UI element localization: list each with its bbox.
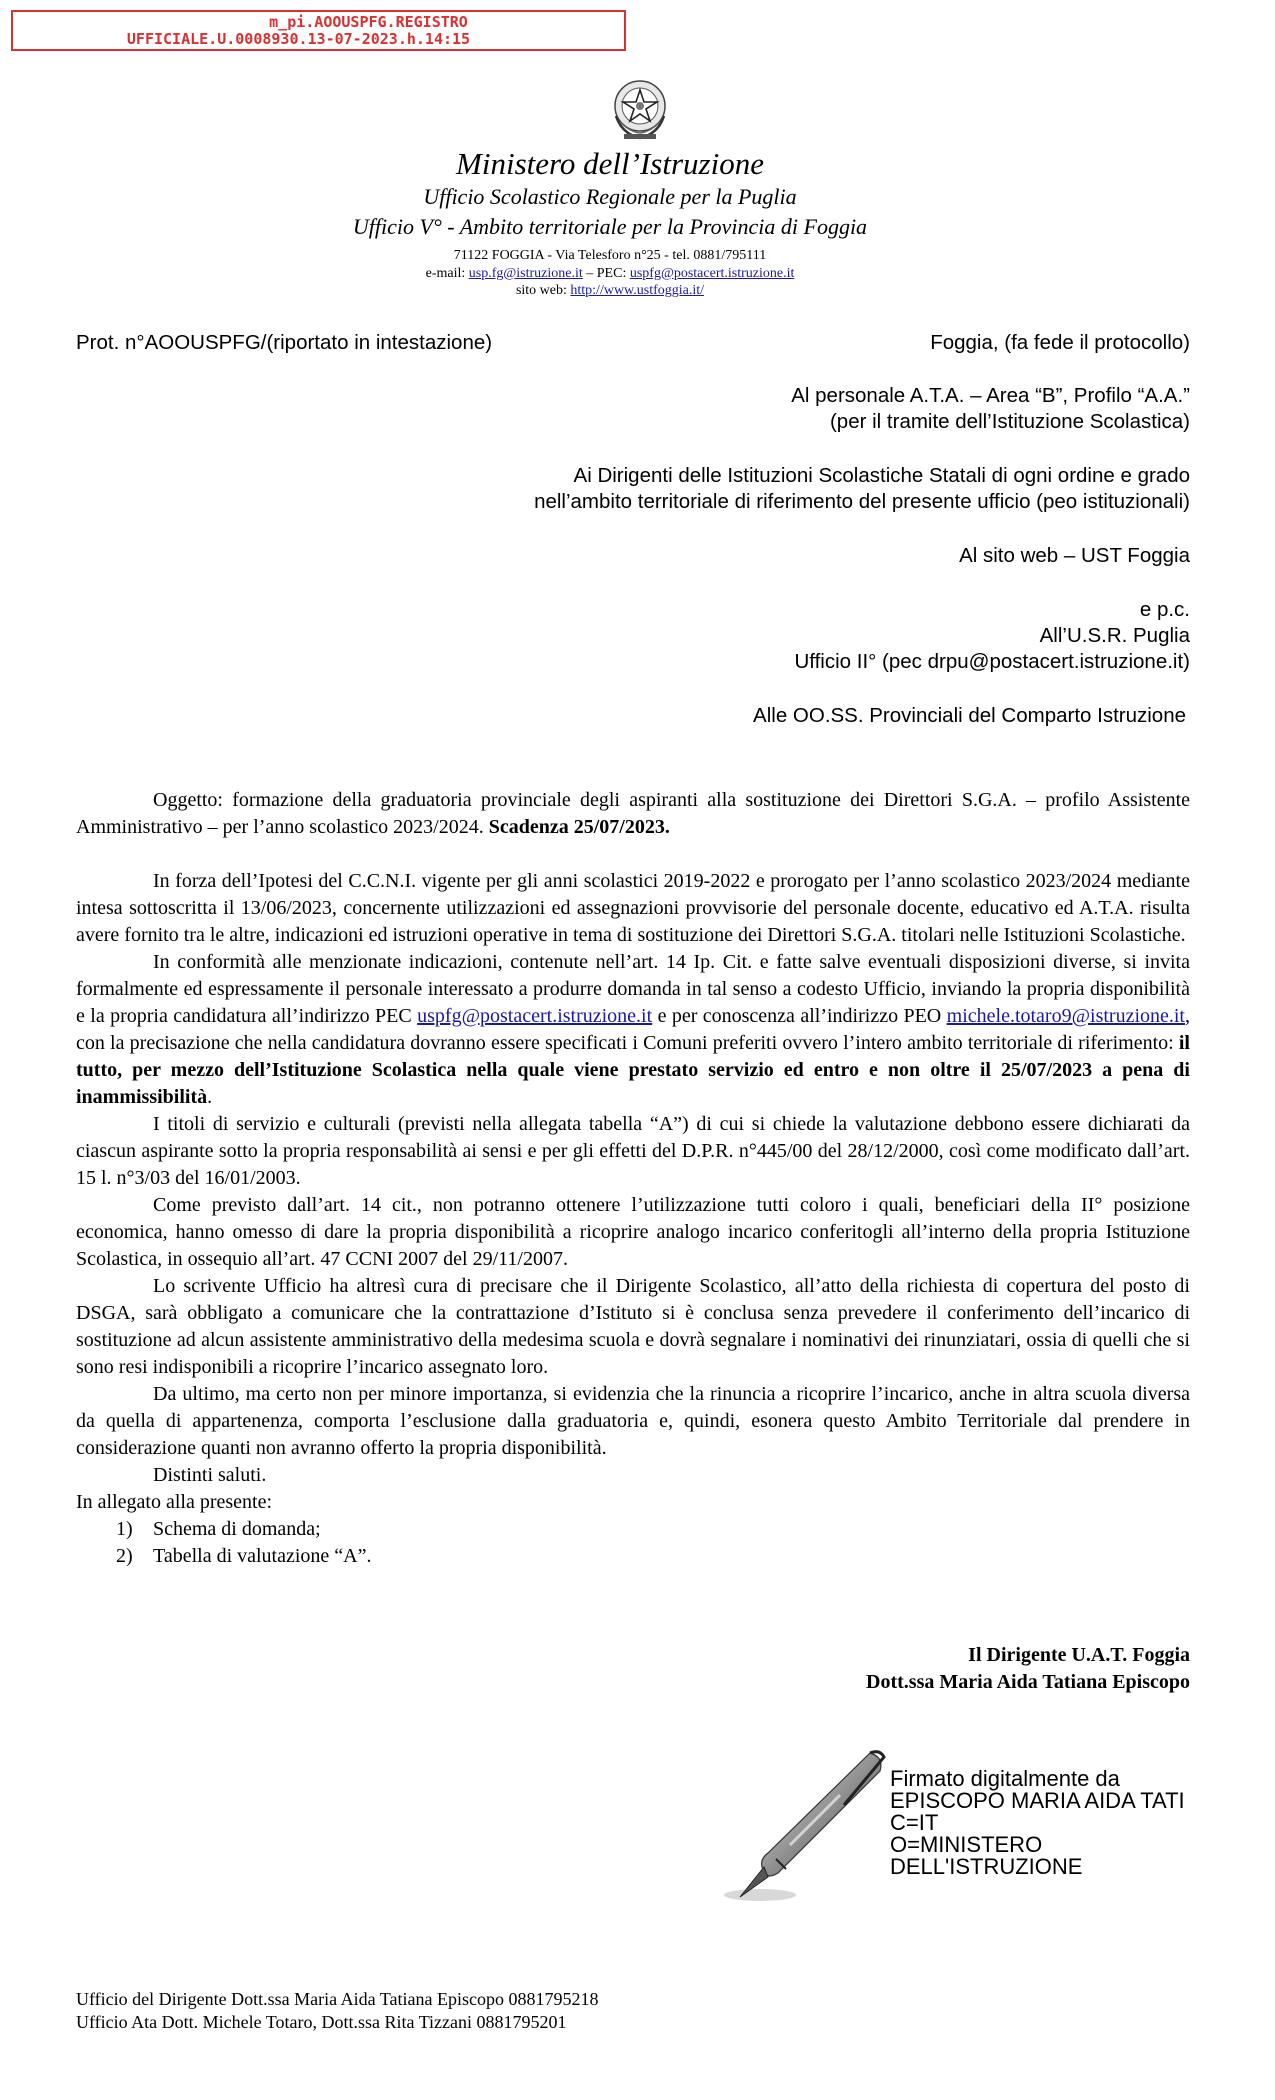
pec-link[interactable]: uspfg@postacert.istruzione.it	[629, 266, 795, 281]
closing-greeting: Distinti saluti.	[153, 1464, 267, 1486]
recipient-group: Alle OO.SS. Provinciali del Comparto Istruzione	[753, 704, 1186, 727]
email-link[interactable]: usp.fg@istruzione.it	[468, 266, 583, 281]
paragraph: In conformità alle menzionate indicazioni, contenute nell’art. 14 Ip. Cit. e fatte salve eventuali disposizioni diverse, si invita formalmente ed espressamente il personale interessato a produrre domanda in tal senso a codesto Ufficio, inviando la propria disponibilità e la propria candidatura all’indirizzo PEC uspfg@postacert.istruzione.it e per conoscenza all’indirizzo PEO michele.totaro9@istruzione.it, con la precisazione che nella candidatura dovranno essere specificati i Comuni preferiti ovvero l’intero ambito territoriale di riferimento: il tutto, per mezzo dell’Istituzione Scolastica nella quale viene prestato servizio ed entro e non oltre il 25/07/2023 a pena di inammissibilità.	[76, 951, 1190, 1108]
attachments-list	[76, 1516, 1190, 1570]
stamp-line-2: UFFICIALE.U.0008930.13-07-2023.h.14:15	[126, 30, 471, 48]
contact-emails: e-mail: usp.fg@istruzione.it – PEC: uspfg@postacert.istruzione.it	[425, 266, 795, 281]
place-date: Foggia, (fa fede il protocollo)	[930, 331, 1190, 354]
footer-line: Ufficio del Dirigente Dott.ssa Maria Aida Tatiana Episcopo 0881795218	[76, 1989, 599, 2009]
paragraph: Lo scrivente Ufficio ha altresì cura di precisare che il Dirigente Scolastico, all’atto della richiesta di copertura del posto di DSGA, sarà obbligato a comunicare che la contrattazione d’Istituto si è conclusa senza prevedere il conferimento dell’incarico di sostituzione ad alcun assistente amministrativo della medesima scuola e dovrà segnalare i nominativi dei rinunziatari, ossia di quelli che si sono resi indisponibili a ricoprire l’incarico assegnato loro.	[76, 1275, 1190, 1378]
list-item: 1) Schema di domanda;	[116, 1518, 321, 1540]
signer-name: Dott.ssa Maria Aida Tatiana Episcopo	[866, 1671, 1190, 1693]
digital-signature: Firmato digitalmente da EPISCOPO MARIA AIDA TATI C=IT O=MINISTERO DELL'ISTRUZIONE	[890, 1766, 1185, 1879]
subject-paragraph: Oggetto: formazione della graduatoria provinciale degli aspiranti alla sostituzione dei Direttori S.G.A. – profilo Assistente Amministrativo – per l’anno scolastico 2023/2024. Scadenza 25/07/2023.	[76, 789, 1190, 838]
republic-emblem-icon	[610, 76, 670, 142]
footer-line: Ufficio Ata Dott. Michele Totaro, Dott.ssa Rita Tizzani 0881795201	[76, 2012, 567, 2032]
recipient-group: Al personale A.T.A. – Area “B”, Profilo “A.A.” (per il tramite dell’Istituzione Scolastica)	[791, 384, 1190, 433]
pen-icon	[720, 1745, 890, 1905]
peo-address-link[interactable]: michele.totaro9@istruzione.it	[946, 1005, 1185, 1027]
list-item: 2) Tabella di valutazione “A”.	[116, 1545, 372, 1567]
paragraph: In forza dell’Ipotesi del C.C.N.I. vigente per gli anni scolastici 2019-2022 e prorogato per l’anno scolastico 2023/2024 mediante intesa sottoscritta il 13/06/2023, concernente utilizzazioni ed assegnazioni provvisorie del personale docente, educativo ed A.T.A. risulta avere fornito tra le altre, indicazioni ed istruzioni operative in tema di sostituzione dei Direttori S.G.A. titolari nelle Istituzioni Scolastiche.	[76, 870, 1190, 946]
deadline: Scadenza 25/07/2023.	[488, 816, 670, 838]
paragraph: Come previsto dall’art. 14 cit., non potranno ottenere l’utilizzazione tutti coloro i quali, beneficiari della II° posizione economica, hanno omesso di dare la propria disponibilità a ricoprire analogo incarico conferitogli all’interno della propria Istituzione Scolastica, in ossequio all’art. 47 CCNI 2007 del 29/11/2007.	[76, 1194, 1190, 1270]
footer-contacts	[76, 1988, 598, 2034]
office-address: 71122 FOGGIA - Via Telesforo n°25 - tel. 0881/795111	[453, 248, 767, 263]
website: sito web: http://www.ustfoggia.it/	[515, 283, 705, 298]
regional-office: Ufficio Scolastico Regionale per la Puglia	[423, 184, 797, 209]
signer-role: Il Dirigente U.A.T. Foggia	[968, 1644, 1190, 1666]
stamp-line-1: m_pi.AOOUSPFG.REGISTRO	[269, 13, 468, 31]
paragraph: Da ultimo, ma certo non per minore importanza, si evidenzia che la rinuncia a ricoprire l’incarico, anche in altra scuola diversa da quella di appartenenza, comporta l’esclusione dalla graduatoria e, quindi, esonera questo Ambito Territoriale dal prendere in considerazione quanti non avranno offerto la propria disponibilità.	[76, 1383, 1190, 1459]
protocol-number: Prot. n°AOOUSPFG/(riportato in intestazione)	[76, 331, 493, 354]
paragraph: I titoli di servizio e culturali (previsti nella allegata tabella “A”) di cui si chiede la valutazione debbono essere dichiarati da ciascun aspirante sotto la propria responsabilità ai sensi e per gli effetti del D.P.R. n°445/00 del 28/12/2000, così come modificato dall’art. 15 l. n°3/03 del 16/01/2003.	[76, 1113, 1190, 1189]
recipients-block	[534, 383, 1190, 757]
signature-block	[866, 1642, 1190, 1696]
attachments-intro: In allegato alla presente:	[76, 1491, 273, 1513]
ministry-name: Ministero dell’Istruzione	[456, 146, 764, 181]
protocol-stamp	[11, 10, 626, 51]
local-office: Ufficio V° - Ambito territoriale per la Provincia di Foggia	[352, 214, 868, 239]
letterhead	[0, 145, 1220, 299]
website-link[interactable]: http://www.ustfoggia.it/	[570, 283, 705, 298]
recipient-group: e p.c. All’U.S.R. Puglia Ufficio II° (pec drpu@postacert.istruzione.it)	[794, 598, 1190, 673]
recipient-group: Ai Dirigenti delle Istituzioni Scolastiche Statali di ogni ordine e grado nell’ambito territoriale di riferimento del presente ufficio (peo istituzionali)	[534, 464, 1190, 513]
letter-body	[76, 787, 1190, 1570]
pec-address-link[interactable]: uspfg@postacert.istruzione.it	[417, 1005, 653, 1027]
recipient-group: Al sito web – UST Foggia	[959, 544, 1190, 567]
